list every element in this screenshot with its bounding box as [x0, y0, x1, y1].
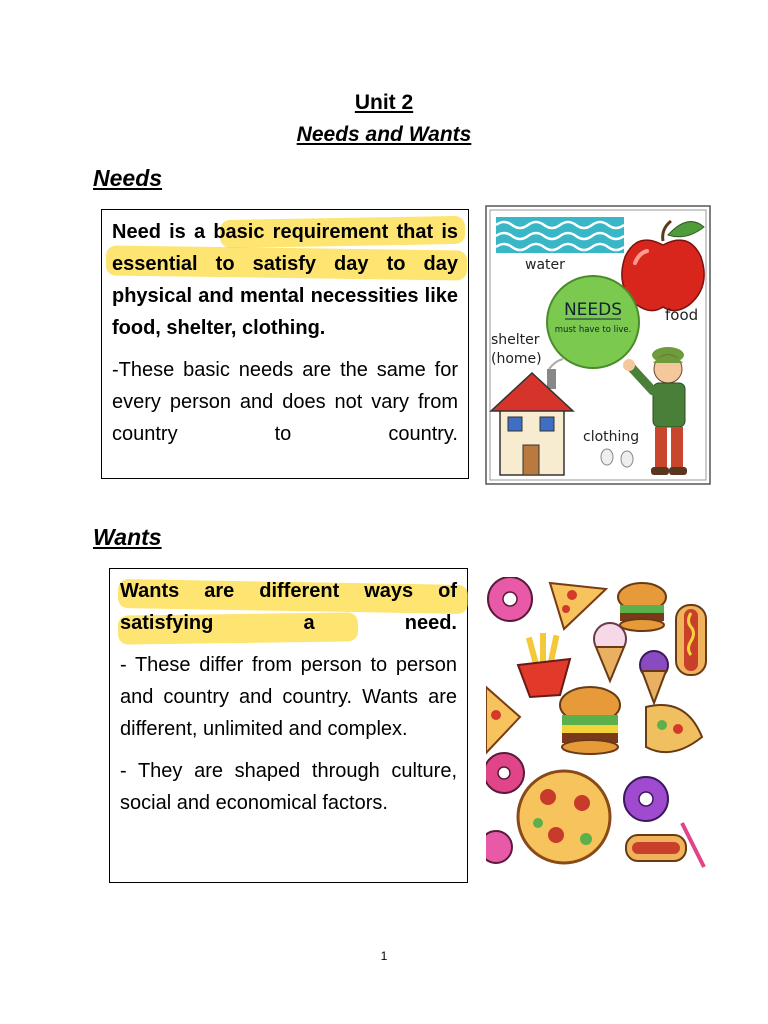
food-pattern-illustration [486, 577, 710, 869]
needs-badge-title: NEEDS [563, 300, 623, 320]
clothing-label: clothing [583, 429, 640, 445]
pizza-icon [518, 771, 610, 863]
page-title: Needs and Wants [296, 123, 472, 146]
needs-definition: Need is a basic requirement that is essential to satisfy day to day physical and mental necessities like food, shelter, clothing. [112, 221, 458, 339]
unit-title: Unit 2 [354, 91, 414, 114]
donut-icon [488, 577, 532, 621]
shelter-label: shelter [491, 332, 540, 348]
needs-definition-box [101, 209, 469, 479]
water-icon [496, 217, 624, 253]
donut-icon [486, 831, 512, 863]
hotdog-icon [626, 835, 686, 861]
needs-note: -These basic needs are the same for every person and does not vary from country to country. [112, 359, 458, 445]
water-label: water [525, 257, 565, 273]
donut-icon [486, 753, 524, 793]
needs-heading: Needs [93, 165, 163, 191]
wants-definition: Wants are different ways of satisfying a need. [120, 580, 457, 634]
home-label: (home) [491, 351, 542, 367]
page-number: 1 [380, 949, 388, 963]
burger-icon [560, 687, 620, 754]
hotdog-icon [676, 605, 706, 675]
wants-heading: Wants [93, 524, 162, 550]
food-label: food [665, 306, 699, 324]
needs-badge-subtitle: must have to live. [554, 325, 632, 335]
needs-illustration [485, 205, 711, 485]
wants-note-differences: - These differ from person to person and country and country. Wants are different, unlimited and complex. [120, 654, 457, 740]
wants-note-factors: - They are shaped through culture, social and economical factors. [120, 760, 457, 814]
needs-badge [547, 276, 639, 368]
wants-definition-box [109, 568, 468, 883]
burger-icon [618, 583, 666, 631]
donut-icon [624, 777, 668, 821]
